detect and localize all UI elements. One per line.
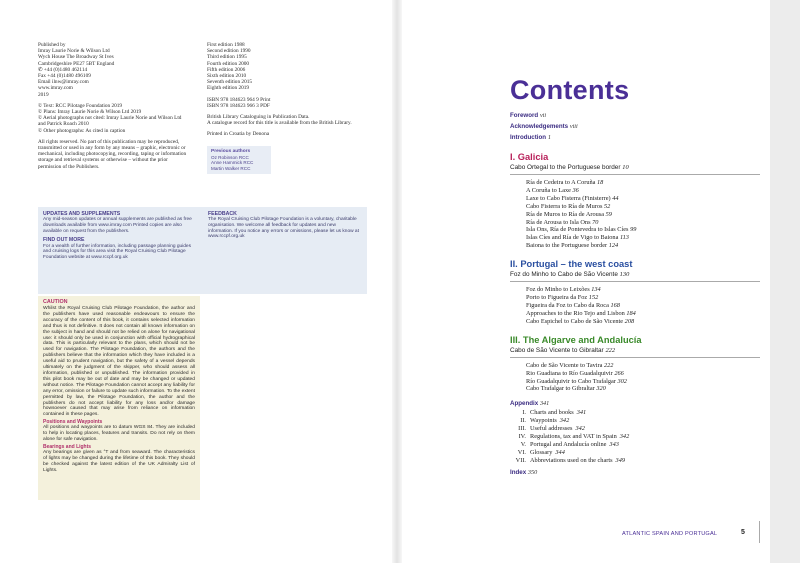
previous-author: Martin Walker RCC [211,165,251,171]
caution-title: CAUTION [43,299,68,305]
appendix-item[interactable]: V. Portugal and Andalucía online 343 [520,440,619,448]
feedback-column [208,211,362,240]
toc-entry[interactable]: Islas Cíes and Ría de Vigo to Baiona 113 [526,234,629,242]
appendix-item[interactable]: IV. Regulations, tax and VAT in Spain 342 [518,433,630,441]
toc-entry[interactable]: Cabo Trafalgar to Gibraltar 320 [526,385,606,393]
appendix-list [512,409,760,464]
isbn-block: ISBN 978 184623 964 9 Print ISBN 978 184623 966 3 PDF [207,96,271,109]
section-route[interactable]: Cabo de São Vicente to Gibraltar 222 [510,346,760,358]
info-box [38,207,367,294]
toc-acknowledgements[interactable]: Acknowledgements viii [510,123,578,130]
right-page [402,0,770,563]
contents-title: Contents [510,75,630,105]
toc-entry[interactable]: Foz do Minho to Leixões 134 [526,286,601,294]
section-route[interactable]: Foz do Minho to Cabo de São Vicente 130 [510,270,760,282]
feedback-text: The Royal Cruising Club Pilotage Foundation is a voluntary, charitable organisation. We welcome all feedback for updates and new information. If you notice any errors or omissions, please let us know at www.rccpf.org.uk [208,217,359,240]
section-route[interactable]: Cabo Ortegal to the Portuguese border 10 [510,163,760,175]
appendix-item[interactable]: II. Waypoints 342 [520,417,570,425]
caution-text: Whilst the Royal Cruising Club Pilotage Foundation, the author and the publishers have used reasonable endeavours to ensure the accuracy of the content of this book, it contains selected information and thus is not definitive. It does not contain all known information on the subject in hand and should not be relied on alone for navigational use: it should only be used in conjunction with official hydrographical data. This is particularly relevant to the plans, which should not be used for navigation. The Pilotage Foundation, the authors and the publishers believe that the information which they have included is a useful aid to prudent navigation, but the safety of a vessel depends ultimately on the judgment of the skipper, who should assess all information, published or unpublished. The information provided in this pilot book may be out of date and may be changed or updated without notice. The Pilotage Foundation cannot accept any liability for any error, omission or failure to update such information. To the extent permitted by law, the Pilotage Foundation, the author and the publishers do not accept liability for any loss and/or damage howsoever caused that may arise from reliance on information contained in these pages. [43,306,195,418]
updates-title: UPDATES AND SUPPLEMENTS [43,211,121,217]
appendix-item[interactable]: III. Useful addresses 342 [518,425,585,433]
toc-appendix[interactable]: Appendix 341 [510,400,550,408]
updates-text: Any mid-season updates or annual supplements are published as free downloads available from www.imray.com Printed copies are also available on request from the publishers. [43,217,192,234]
find-more-text: For a wealth of further information, including passage planning guides and cruising logs for this area visit the Royal Cruising Club Pilotage Foundation website at www.rccpf.org.uk [43,243,191,260]
find-more-title: FIND OUT MORE [43,237,85,244]
positions-title: Positions and Waypoints [43,419,103,426]
section-heading-portugal[interactable]: II. Portugal – the west coast [510,259,633,270]
footer-divider [759,521,760,543]
previous-authors-box [207,146,271,175]
bearings-title: Bearings and Lights [43,444,92,451]
toc-entry[interactable]: Ría de Muros to Ría de Arousa 59 [526,210,612,218]
appendix-item[interactable]: VI. Glossary 344 [517,448,565,456]
toc-entry[interactable]: Approaches to the Rio Tejo and Lisbon 184 [526,309,636,317]
table-of-contents [510,110,760,478]
catalogue-text: British Library Cataloguing in Publication Data. A catalogue record for this title is available from the British Library. [207,114,352,127]
section-heading-algarve[interactable]: III. The Algarve and Andalucía [510,334,642,345]
caution-box [38,296,200,500]
toc-entry[interactable]: Rio Guadiana to Río Guadalquivir 266 [526,369,624,377]
toc-foreword[interactable]: Foreword vii [510,112,547,119]
toc-index[interactable]: Index 350 [510,468,538,476]
rights-text: All rights reserved. No part of this publication may be reproduced, transmitted or used in any form by any means – graphic, electronic or mechanical, including photocopying, recording, taping or information storage and retrieval systems or otherwise – without the prior permission of the Publishers. [38,138,187,170]
toc-entry[interactable]: Baiona to the Portuguese border 124 [526,242,619,250]
previous-authors-title: Previous authors [211,148,251,154]
toc-entry[interactable]: Cabo de São Vicente to Tavira 222 [526,361,614,369]
toc-entry[interactable]: Cabo Fisterra to Ría de Muros 52 [526,202,611,210]
toc-entry[interactable]: Ría de Cedeira to A Coruña 18 [526,179,604,186]
toc-entry[interactable]: Isla Ons, Ría de Pontevedra to Islas Cíes 99 [526,226,637,234]
previous-author: Anne Hammick RCC [211,160,254,166]
section-subentries [526,179,760,250]
toc-entry[interactable]: Figueira da Foz to Cabo da Roca 168 [526,301,620,309]
page-number: 5 [741,529,745,536]
toc-entry[interactable]: A Coruña to Laxe 36 [526,186,579,194]
imprint-column-1 [38,42,188,170]
section-subentries [526,286,760,326]
feedback-title: FEEDBACK [208,211,237,217]
toc-entry[interactable]: Río Guadalquivir to Cabo Trafalgar 302 [526,377,627,385]
section-heading-galicia[interactable]: I. Galicia [510,152,549,162]
running-footer: ATLANTIC SPAIN AND PORTUGAL [622,531,718,537]
appendix-item[interactable]: I. Charts and books 341 [522,409,587,417]
previous-author: Oz Robinson RCC [211,154,249,160]
appendix-item[interactable]: VII. Abbreviations used on the charts 349 [515,456,625,464]
toc-entry[interactable]: Laxe to Cabo Fisterra (Finisterre) 44 [526,194,619,202]
editions-list: First edition 1988 Second edition 1990 Third edition 1995 Fourth edition 2000 Fifth edition 2006 Sixth edition 2010 Seventh edition 2015 Eighth edition 2019 [207,42,253,92]
toc-entry[interactable]: Cabo Espichel to Cabo de São Vicente 208 [526,317,635,325]
publisher-block: Published by Imray Laurie Norie & Wilson Ltd Wych House The Broadway St Ives Cambridgeshire PE27 5BT England ✆ +44 (0)1480 462114 Fax +44 (0)1480 496109 Email ilnw@imray.com www.imray.com 2019 [38,42,115,98]
section-subentries [526,362,760,394]
book-spine [392,0,402,563]
toc-introduction[interactable]: Introduction 1 [510,134,551,141]
updates-column [43,211,199,260]
copyright-block: © Text: RCC Pilotage Foundation 2019 © Plans: Imray Laurie Norie & Wilson Ltd 2019 © Aerial photographs not cited: Imray Laurie Norie and Wilson Ltd and Patrick Roach 2010 © Other photographs: As cited in caption [38,102,182,134]
positions-text: All positions and waypoints are to datum WGS 84. They are included to help in locating places, features and transits. Do not rely on them alone for safe navigation. [43,425,195,443]
toc-entry[interactable]: Ría de Arousa to Isla Ons 70 [526,218,599,226]
imprint-column-2 [207,42,367,174]
printed-text: Printed in Croatia by Denona [207,131,270,138]
bearings-text: Any bearings are given as °T and from seaward. The characteristics of lights may be changed during the lifetime of this book. They should be checked against the latest edition of the UK Admiralty List of Lights. [43,450,195,474]
toc-entry[interactable]: Porto to Figueira da Foz 152 [526,294,599,302]
left-page [0,0,392,563]
